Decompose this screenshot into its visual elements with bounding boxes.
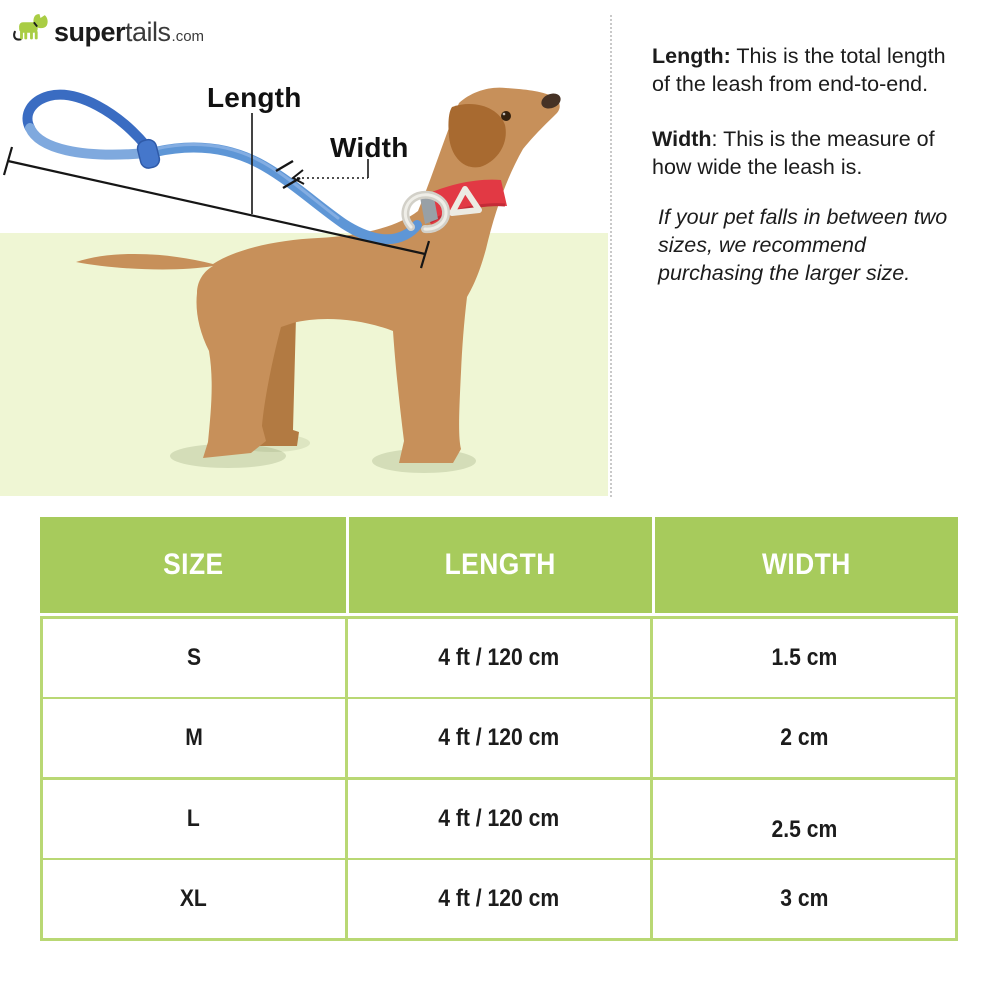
length-term: Length: — [652, 44, 731, 68]
width-definition — [652, 125, 968, 181]
length-annotation-label: Length — [207, 82, 302, 113]
leash-slider-bead — [136, 138, 161, 170]
size-chart-table — [40, 517, 958, 941]
length-description: This is the total length of the leash from end-to-end. — [652, 44, 946, 96]
puppy-eye — [501, 111, 511, 121]
width-annotation-label: Width — [330, 132, 409, 163]
leash — [27, 95, 417, 240]
table-body — [40, 613, 958, 941]
header-length: LENGTH — [346, 517, 652, 613]
brand-wordmark — [54, 19, 204, 46]
cell-m-length: 4 ft / 120 cm — [348, 699, 651, 777]
cell-xl-length: 4 ft / 120 cm — [348, 860, 651, 938]
cell-l-width: 2.5 cm — [653, 780, 956, 858]
cell-m-size: M — [43, 699, 346, 777]
puppy-leash-illustration — [0, 0, 620, 500]
cell-xl-width: 3 cm — [653, 860, 956, 938]
header-width: WIDTH — [652, 517, 958, 613]
cell-s-size: S — [43, 619, 346, 697]
cell-l-length: 4 ft / 120 cm — [348, 780, 651, 858]
width-term: Width — [652, 127, 712, 151]
supertails-logo — [12, 10, 204, 46]
brand-tld: .com — [171, 28, 205, 45]
width-description: : This is the measure of how wide the leash is. — [652, 127, 935, 179]
table-header-row — [40, 517, 958, 613]
dog-logo-icon — [12, 10, 50, 46]
cell-xl-size: XL — [43, 860, 346, 938]
cell-s-width: 1.5 cm — [653, 619, 956, 697]
sizing-note: If your pet falls in between two sizes, we recommend purchasing the larger size. — [658, 205, 948, 285]
dotted-divider — [610, 15, 612, 497]
brand-super: super — [54, 17, 126, 47]
cell-l-size: L — [43, 780, 346, 858]
length-definition — [652, 42, 968, 98]
cell-s-length: 4 ft / 120 cm — [348, 619, 651, 697]
header-size: SIZE — [162, 548, 224, 581]
cell-m-width: 2 cm — [653, 699, 956, 777]
leash-diagram-scene — [0, 0, 620, 500]
definitions-panel — [652, 42, 968, 287]
brand-tails: tails — [125, 17, 171, 47]
